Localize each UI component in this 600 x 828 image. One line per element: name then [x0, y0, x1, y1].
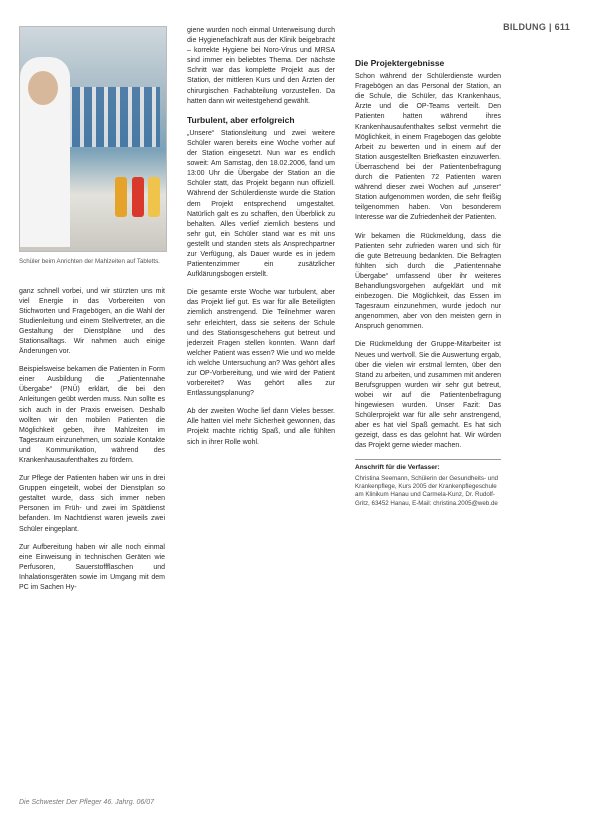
address-box-text: Christina Seemann, Schülerin der Gesundheits- und Krankenpflege, Kurs 2005 der Krankenpflegeschule am Klinikum Hanau und Carmela-Kunz, Dr. Rudolf-Gritz, 63452 Hanau, E-Mail: christina.2005@web.de: [355, 474, 499, 507]
column-1: [19, 26, 165, 601]
article-photo: [19, 26, 167, 252]
photo-person-head: [28, 71, 58, 105]
paragraph: Ab der zweiten Woche lief dann Vieles besser. Alle hatten viel mehr Sicherheit gewonnen, das Projekt machte richtig Spaß, und alle fühlten sich in ihrer Rolle wohl.: [187, 408, 335, 446]
section-heading: Die Projektergebnisse: [355, 58, 445, 68]
paragraph: Die Rückmeldung der Gruppe-Mitarbeiter ist Neues und wertvoll. Sie die Auswertung ergab, über die vielen wir erstmal lernten, über den Stand zu arbeiten, und zusammen mit anderen Berufsgruppen wurden wir sehr gut betreut, wobei wir auf die Patientenbefragung hingewiesen wurden. Unser Fazit: Das Schülerprojekt war für alle sehr anstrengend, aber es hat viel Spaß gemacht. Es hat sich gezeigt, dass es das gelohnt hat. Wir würden das Projekt gerne wieder machen.: [355, 341, 501, 450]
paragraph: Schon während der Schülerdienste wurden Fragebögen an das Personal der Station, an die Schule, die Schüler, das Krankenhaus, Ärzte und die OP-Teams verteilt. Den Patienten hatten während ihres Krankenhausaufenthaltes selbst vermehrt die Möglichkeit, in einem Fragebogen das gelobte Arbeit zu bewerten und in einem auf der Station ausgestellten Briefkasten einzuwerfen. Überraschend bei der Patientenbefragung durch die Patienten 72 Patienten waren während dieser zwei Wochen auf „unserer“ Station aufgenommen worden, die sehr fleißig teilgenommen haben. Von besonderem Interesse war die Zufriedenheit der Patienten.: [355, 73, 501, 222]
page-header: BILDUNG | 611: [503, 22, 570, 32]
column-2: [187, 26, 335, 456]
section-heading: Turbulent, aber erfolgreich: [187, 114, 295, 125]
paragraph: giene wurden noch einmal Unterweisung durch die Hygienefachkraft aus der Klinik beigebracht – korrekte Hygiene bei Noro-Virus und MRSA sind immer ein beliebtes Thema. Der nächste Schritt war das komplette Projekt aus der Station, der mittleren Kurs und den Ärzten der chirurgischen Fachabteilung vorzustellen. Da hatten dann wir weitestgehend gewählt.: [187, 27, 335, 105]
paragraph: Die gesamte erste Woche war turbulent, aber das Projekt lief gut. Es war für alle Beteiligten ziemlich anstrengend. Die Teilnehmer waren sehr erleichtert, dass sie seitens der Schule und des Stationsgeschehens gut betreut und jederzeit Fragen stellen konnten. Wann darf welcher Patient was essen? Wie und wo melde ich welche Untersuchung an? Was gehört alles zur OP-Vorbereitung, und wie wird der Patient vorbereitet? Was gehört alles zur Entlassungsplanung?: [187, 289, 335, 398]
photo-person: [20, 57, 70, 247]
photo-bottle: [132, 177, 144, 217]
photo-caption: Schüler beim Anrichten der Mahlzeiten auf Tabletts.: [19, 258, 160, 265]
photo-shelf: [60, 87, 160, 147]
paragraph: Beispielsweise bekamen die Patienten in Form einer Ausbildung die „Patientennahe Übergabe“ (PNÜ) erklärt, die bei den Anleitungen geübt werden muss. Nun sollte es sich auch in der Praxis erweisen. Deshalb wollten wir den mobilen Patienten die Möglichkeit geben, ihre Mahlzeiten im Tagesraum einzunehmen, um soziale Kontakte und Kommunikation, während des Krankenhausaufenthaltes zu fördern.: [19, 366, 165, 464]
paragraph: Zur Aufbereitung haben wir alle noch einmal eine Einweisung in technischen Geräten wie Perfusoren, Sauerstoffflaschen und Inhalationsgeräten sowie im Umgang mit dem PC im Sachen Hy-: [19, 543, 165, 592]
author-address-box: [355, 459, 501, 507]
paragraph: ganz schnell vorbei, und wir stürzten uns mit viel Energie in das Vorbereiten von Stichworten und Fragebögen, an die Wahl der Studienleitung und einem Stellvertreter, an die Gestaltung der Dienstpläne und des Stationsalltags. Wir nahmen auch einige Änderungen vor.: [19, 287, 165, 356]
paragraph: „Unsere“ Stationsleitung und zwei weitere Schüler waren bereits eine Woche vorher auf der Station eingesetzt. Nun war es endlich soweit: Am Samstag, den 18.02.2006, fand um 13:00 Uhr die Übergabe der Station an die Schüler statt, das Projekt begann nun offiziell. Während der Schülerdienste wurde die Station dem Projekt entsprechend umgestaltet. Natürlich galt es zu schaffen, den Überblick zu behalten. Alles verlief ziemlich bestens und sehr gut, ein Schüler stand war es mit uns gestellt und standen stets als Ansprechpartner zur Verfügung, als Dauer wurde es in jedem Patientenzimmer ein zusätzlicher Aufklärungsbogen erstellt.: [187, 129, 335, 279]
page-footer: Die Schwester Der Pfleger 46. Jahrg. 06/07: [19, 799, 155, 806]
address-box-title: Anschrift für die Verfasser:: [355, 464, 440, 472]
paragraph: Wir bekamen die Rückmeldung, dass die Patienten sehr zufrieden waren und sich für die gute Betreuung bedankten. Die Befragten fühlten sich durch die „Patientennahe Übergabe“ umfassend über ihr weiteres Behandlungsvorgehen aufgeklärt und mit einbezogen. Die Möglichkeit, das Essen im Tagesraum einzunehmen, wurde jedoch nur angenommen, aber von den meisten gern in Anspruch genommen.: [355, 232, 501, 331]
column-3: [355, 58, 501, 508]
paragraph: Zur Pflege der Patienten haben wir uns in drei Gruppen eingeteilt, wobei der Dienstplan so gestaltet wurde, dass sich immer neben Personen im Früh- und zwei im Spätdienst befanden. Im Nachtdienst waren jeweils zwei Schüler eingeplant.: [19, 475, 165, 533]
photo-bottle: [148, 177, 160, 217]
photo-bottle: [115, 177, 127, 217]
